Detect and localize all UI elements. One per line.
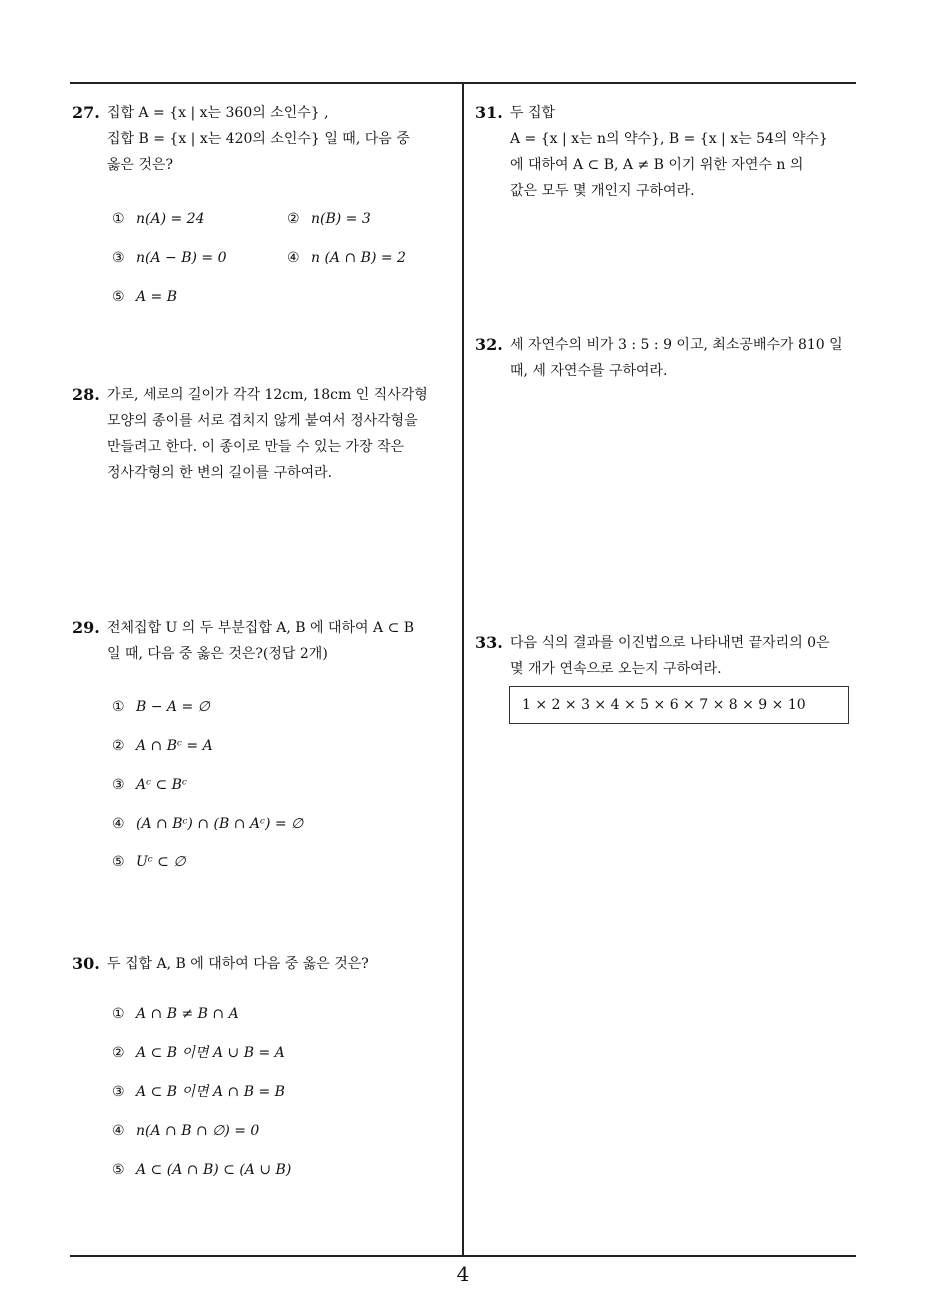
- choice-text: n(A) = 24: [136, 211, 205, 227]
- question-31: [475, 100, 860, 204]
- question-number: 30.: [72, 954, 100, 973]
- question-number: 33.: [475, 633, 503, 652]
- question-28: [72, 382, 452, 486]
- question-29: [72, 615, 452, 870]
- choice-text: n (A ∩ B) = 2: [311, 250, 406, 266]
- question-text-line: 만들려고 한다. 이 종이로 만들 수 있는 가장 작은: [107, 439, 405, 455]
- page-number: 4: [456, 1262, 470, 1286]
- choice-text: Uᶜ ⊂ ∅: [136, 854, 186, 870]
- choice-mark: ①: [112, 211, 125, 227]
- choice-text: A ⊂ (A ∩ B) ⊂ (A ∪ B): [136, 1162, 292, 1178]
- question-number: 31.: [475, 103, 503, 122]
- choice-mark: ⑤: [112, 289, 125, 305]
- choice-text: A = B: [136, 289, 178, 305]
- choice-2[interactable]: [287, 206, 371, 232]
- choice-mark: ②: [287, 211, 300, 227]
- question-text-line: 두 집합 A, B 에 대하여 다음 중 옳은 것은?: [107, 956, 369, 972]
- choice-text: A ⊂ B 이면 A ∩ B = B: [136, 1084, 285, 1100]
- choice-mark: ⑤: [112, 854, 125, 870]
- choice-3[interactable]: [112, 245, 227, 271]
- question-text-line: 몇 개가 연속으로 오는지 구하여라.: [510, 661, 722, 677]
- choice-text: (A ∩ Bᶜ) ∩ (B ∩ Aᶜ) = ∅: [136, 816, 304, 832]
- question-number: 29.: [72, 618, 100, 637]
- choice-mark: ③: [112, 777, 125, 793]
- choice-mark: ①: [112, 1006, 125, 1022]
- question-number: 27.: [72, 103, 100, 122]
- question-text-line: 세 자연수의 비가 3 : 5 : 9 이고, 최소공배수가 810 일: [510, 337, 843, 353]
- question-text-line: 값은 모두 몇 개인지 구하여라.: [510, 183, 695, 199]
- choice-3[interactable]: [112, 772, 187, 798]
- question-text-line: 전체집합 U 의 두 부분집합 A, B 에 대하여 A ⊂ B: [107, 620, 415, 636]
- choice-text: A ∩ B ≠ B ∩ A: [136, 1006, 239, 1022]
- question-text-line: 다음 식의 결과를 이진법으로 나타내면 끝자리의 0은: [510, 635, 830, 651]
- question-text-line: 정사각형의 한 변의 길이를 구하여라.: [107, 465, 333, 481]
- column-divider: [462, 82, 464, 1257]
- choice-text: A ∩ Bᶜ = A: [136, 738, 213, 754]
- question-text-line: 집합 A = {x | x는 360의 소인수} ,: [107, 105, 329, 121]
- choice-5[interactable]: [112, 849, 186, 875]
- question-27: [72, 100, 452, 305]
- choice-mark: ④: [287, 250, 300, 266]
- question-text-line: A = {x | x는 n의 약수}, B = {x | x는 54의 약수}: [510, 131, 828, 147]
- choice-mark: ③: [112, 250, 125, 266]
- choice-mark: ④: [112, 816, 125, 832]
- question-number: 32.: [475, 335, 503, 354]
- choice-3[interactable]: [112, 1079, 285, 1105]
- question-30: [72, 951, 452, 1178]
- choice-text: n(A ∩ B ∩ ∅) = 0: [136, 1123, 260, 1139]
- question-text-line: 옳은 것은?: [107, 157, 174, 173]
- choice-text: B − A = ∅: [136, 699, 210, 715]
- bottom-rule: [70, 1255, 856, 1257]
- choice-1[interactable]: [112, 694, 210, 720]
- choice-2[interactable]: [112, 1040, 285, 1066]
- question-32: [475, 332, 860, 384]
- question-text-line: 일 때, 다음 중 옳은 것은?(정답 2개): [107, 646, 328, 662]
- choice-1[interactable]: [112, 206, 205, 232]
- question-number: 28.: [72, 385, 100, 404]
- choice-1[interactable]: [112, 1001, 239, 1027]
- expression-box: 1 × 2 × 3 × 4 × 5 × 6 × 7 × 8 × 9 × 10: [509, 686, 849, 724]
- question-text-line: 가로, 세로의 길이가 각각 12cm, 18cm 인 직사각형: [107, 387, 428, 403]
- choice-mark: ⑤: [112, 1162, 125, 1178]
- question-text-line: 두 집합: [510, 105, 556, 121]
- question-text-line: 때, 세 자연수를 구하여라.: [510, 363, 668, 379]
- choice-5[interactable]: [112, 1157, 291, 1183]
- choice-4[interactable]: [112, 811, 303, 837]
- choice-text: A ⊂ B 이면 A ∪ B = A: [136, 1045, 285, 1061]
- choice-text: n(B) = 3: [311, 211, 371, 227]
- choice-mark: ②: [112, 1045, 125, 1061]
- choice-4[interactable]: [112, 1118, 259, 1144]
- choice-mark: ①: [112, 699, 125, 715]
- choice-2[interactable]: [112, 733, 213, 759]
- question-text-line: 모양의 종이를 서로 겹치지 않게 붙여서 정사각형을: [107, 413, 418, 429]
- choice-mark: ④: [112, 1123, 125, 1139]
- question-33: [475, 630, 860, 682]
- question-text-line: 에 대하여 A ⊂ B, A ≠ B 이기 위한 자연수 n 의: [510, 157, 804, 173]
- choice-mark: ②: [112, 738, 125, 754]
- choice-4[interactable]: [287, 245, 406, 271]
- choice-5[interactable]: [112, 284, 177, 310]
- choice-mark: ③: [112, 1084, 125, 1100]
- choice-text: Aᶜ ⊂ Bᶜ: [136, 777, 187, 793]
- choice-text: n(A − B) = 0: [136, 250, 227, 266]
- choices: [112, 178, 452, 305]
- question-text-line: 집합 B = {x | x는 420의 소인수} 일 때, 다음 중: [107, 131, 410, 147]
